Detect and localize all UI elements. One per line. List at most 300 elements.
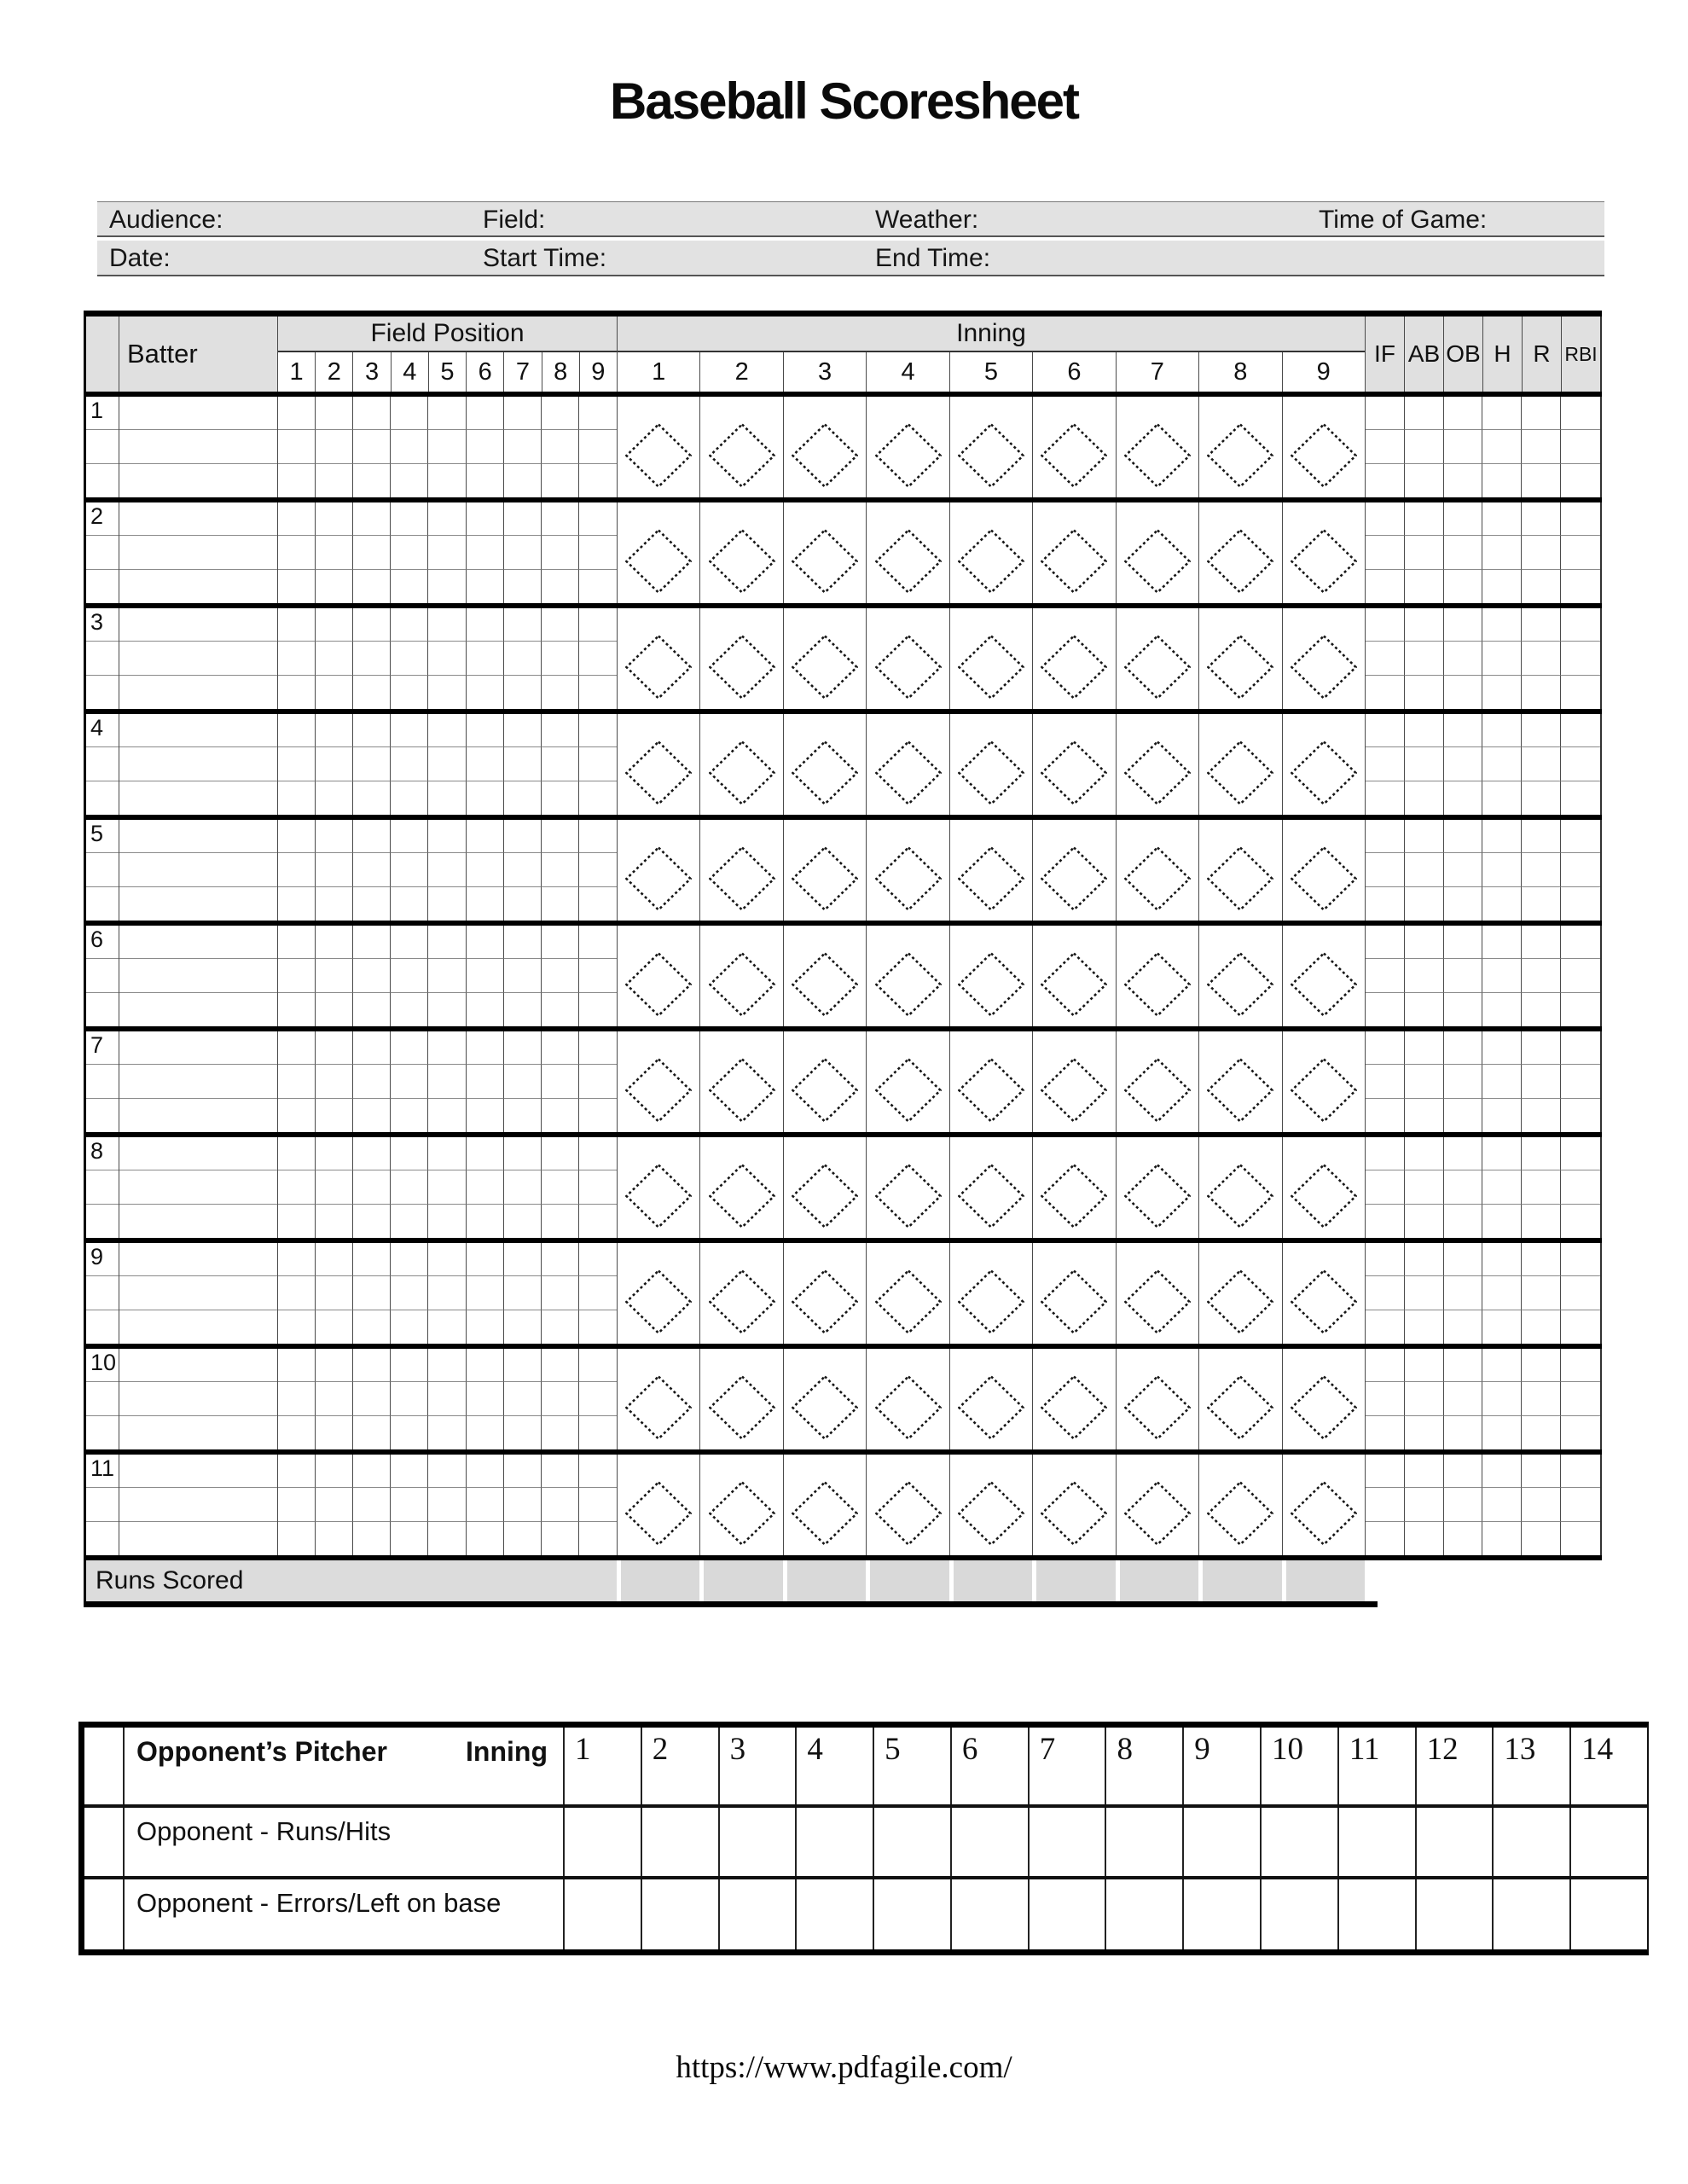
batter-number: 10 <box>90 1350 117 1375</box>
stat-cell <box>1522 1488 1561 1521</box>
runs-scored-cell <box>1282 1560 1365 1601</box>
diamond-icon <box>1291 1058 1357 1123</box>
field-position-cell <box>467 993 504 1026</box>
field-position-cell <box>391 747 428 781</box>
field-position-cell <box>316 1455 353 1488</box>
scoresheet-header <box>84 317 1602 392</box>
stat-cell <box>1522 1276 1561 1310</box>
field-position-cell <box>316 1382 353 1415</box>
stat-cell <box>1561 1031 1600 1065</box>
field-position-cell <box>467 430 504 463</box>
field-position-cell <box>542 464 579 497</box>
field-position-cell <box>278 1137 316 1170</box>
inning-cell <box>1117 1137 1199 1238</box>
field-position-cell <box>316 1488 353 1521</box>
stat-cell <box>1444 853 1483 886</box>
opponent-inning-number: 8 <box>1106 1728 1184 1804</box>
info-label-field: Field: <box>483 206 546 234</box>
field-position-cell <box>428 993 466 1026</box>
inning-cell <box>1199 1455 1282 1555</box>
field-position-cell <box>278 887 316 921</box>
stat-cell <box>1366 1349 1405 1382</box>
field-position-cell <box>467 853 504 886</box>
stat-cell <box>1444 642 1483 675</box>
field-position-cell <box>542 1349 579 1382</box>
field-position-cell <box>467 464 504 497</box>
inning-cell <box>784 820 867 921</box>
diamond-icon <box>1207 529 1273 594</box>
stat-cell <box>1405 1310 1444 1344</box>
stat-cell <box>1405 887 1444 921</box>
stat-cell <box>1522 1382 1561 1415</box>
stat-cell <box>1561 820 1600 853</box>
diamond-icon <box>875 529 942 594</box>
stat-cell <box>1482 1276 1522 1310</box>
field-position-cell <box>428 1416 466 1449</box>
stat-cell <box>1366 642 1405 675</box>
field-position-cell <box>316 887 353 921</box>
runs-scored-label: Runs Scored <box>84 1560 617 1601</box>
opponent-score-cell <box>720 1808 798 1876</box>
stat-cell <box>1482 1065 1522 1098</box>
stat-cell <box>1405 536 1444 569</box>
stat-cell <box>1561 464 1600 497</box>
field-position-cell <box>467 1205 504 1238</box>
diamond-icon <box>958 1269 1024 1334</box>
field-position-cell <box>278 926 316 959</box>
inning-cells <box>617 926 1365 1026</box>
field-position-cell <box>316 1310 353 1344</box>
field-position-cell <box>579 853 617 886</box>
footer-url[interactable]: https://www.pdfagile.com/ <box>676 2050 1012 2085</box>
stat-cell <box>1405 1137 1444 1170</box>
stat-cell <box>1405 1205 1444 1238</box>
field-position-cell <box>467 1488 504 1521</box>
stat-cell <box>1522 887 1561 921</box>
field-position-cell <box>353 1488 391 1521</box>
field-position-cell <box>504 536 542 569</box>
field-position-cell <box>428 926 466 959</box>
stat-cell <box>1444 464 1483 497</box>
field-position-cell <box>542 1065 579 1098</box>
field-position-cell <box>504 397 542 430</box>
field-position-cell <box>316 642 353 675</box>
inning-cell <box>867 1455 949 1555</box>
stat-cell <box>1561 1455 1600 1488</box>
opponent-score-cell <box>1184 1879 1262 1949</box>
diamond-icon <box>1124 529 1191 594</box>
field-position-number: 9 <box>591 357 606 386</box>
inning-cell <box>1199 1243 1282 1344</box>
field-position-cell <box>542 1382 579 1415</box>
inning-cell <box>784 397 867 497</box>
info-label-time-of-game: Time of Game: <box>1319 206 1488 234</box>
diamond-icon <box>875 1481 942 1546</box>
field-position-cell <box>391 676 428 709</box>
stat-header-ob: OB <box>1444 317 1483 392</box>
inning-cell <box>1117 608 1199 709</box>
opponent-score-cell <box>874 1808 952 1876</box>
stat-cell <box>1444 1455 1483 1488</box>
stat-cell <box>1444 1205 1483 1238</box>
inning-cell <box>1283 397 1365 497</box>
field-position-cell <box>391 1137 428 1170</box>
stat-header-h: H <box>1483 317 1523 392</box>
field-position-grid <box>278 820 617 921</box>
stat-grid <box>1365 608 1602 709</box>
diamond-icon <box>1041 1481 1107 1546</box>
field-position-cell <box>353 1205 391 1238</box>
field-position-cell <box>316 676 353 709</box>
field-position-cell <box>278 1065 316 1098</box>
opponent-runs-hits-cells <box>565 1808 1647 1876</box>
field-position-cell <box>542 1522 579 1555</box>
diamond-icon <box>1041 952 1107 1017</box>
field-position-cell <box>278 1243 316 1276</box>
diamond-icon <box>958 1058 1024 1123</box>
stat-cell <box>1405 993 1444 1026</box>
stat-cell <box>1482 887 1522 921</box>
stat-cell <box>1561 887 1600 921</box>
inning-cell <box>618 820 700 921</box>
diamond-icon <box>1124 1164 1191 1228</box>
inning-number: 2 <box>700 352 783 392</box>
field-position-cell <box>353 1349 391 1382</box>
diamond-icon <box>1041 1269 1107 1334</box>
stat-cell <box>1482 430 1522 463</box>
field-position-cell <box>428 1310 466 1344</box>
inning-cell <box>1033 1031 1116 1132</box>
diamond-icon <box>625 423 692 488</box>
inning-cell <box>784 608 867 709</box>
stat-cell <box>1405 608 1444 642</box>
diamond-icon <box>1124 423 1191 488</box>
field-position-cell <box>428 820 466 853</box>
field-position-cell <box>316 714 353 747</box>
field-position-cell <box>278 959 316 992</box>
opponent-narrow-cell <box>84 1728 125 1804</box>
field-position-cell <box>467 781 504 815</box>
field-position-grid <box>278 397 617 497</box>
field-position-cell <box>353 1099 391 1132</box>
stat-cell <box>1366 887 1405 921</box>
field-position-cell <box>504 464 542 497</box>
diamond-icon <box>1207 1164 1273 1228</box>
field-position-cell <box>278 502 316 536</box>
field-position-cell <box>579 642 617 675</box>
field-position-cell <box>353 1455 391 1488</box>
stat-cell <box>1366 1455 1405 1488</box>
diamond-icon <box>792 846 858 911</box>
inning-cell <box>618 502 700 603</box>
stat-cell <box>1482 397 1522 430</box>
diamond-icon <box>958 529 1024 594</box>
field-position-cell <box>391 1243 428 1276</box>
inning-cell <box>950 1455 1033 1555</box>
stat-cell <box>1444 714 1483 747</box>
batter-number: 9 <box>90 1244 104 1269</box>
inning-number: 4 <box>867 352 949 392</box>
field-position-cell <box>579 1243 617 1276</box>
field-position-cell <box>542 608 579 642</box>
field-position-cell <box>316 853 353 886</box>
table-bottom-border <box>84 1601 1378 1607</box>
field-position-cell <box>391 430 428 463</box>
stat-cell <box>1561 959 1600 992</box>
opponent-inning-number: 7 <box>1030 1728 1107 1804</box>
inning-cell <box>1117 397 1199 497</box>
diamond-icon <box>792 1481 858 1546</box>
field-position-cell <box>467 747 504 781</box>
inning-cell <box>618 1349 700 1449</box>
field-position-cell <box>316 1170 353 1204</box>
inning-cell <box>784 714 867 815</box>
stat-cell <box>1522 1522 1561 1555</box>
stat-cell <box>1522 1310 1561 1344</box>
field-position-cell <box>278 1522 316 1555</box>
diamond-icon <box>958 952 1024 1017</box>
opponent-score-cell <box>952 1808 1030 1876</box>
diamond-icon <box>792 529 858 594</box>
stat-cell <box>1366 430 1405 463</box>
stat-cell <box>1522 1170 1561 1204</box>
opponent-score-cell <box>1571 1808 1647 1876</box>
field-position-cell <box>391 464 428 497</box>
field-position-cell <box>278 993 316 1026</box>
field-position-cell <box>316 502 353 536</box>
inning-cell <box>618 397 700 497</box>
stat-cell <box>1522 926 1561 959</box>
inning-cell <box>700 502 783 603</box>
inning-cell <box>700 714 783 815</box>
stat-cell <box>1522 676 1561 709</box>
diamond-icon <box>709 952 775 1017</box>
field-position-cell <box>579 536 617 569</box>
diamond-icon <box>1291 1164 1357 1228</box>
inning-cell <box>784 1031 867 1132</box>
stat-cell <box>1444 676 1483 709</box>
diamond-icon <box>1291 1375 1357 1440</box>
stat-cell <box>1482 1205 1522 1238</box>
stat-cell <box>1405 747 1444 781</box>
inning-cell <box>867 1031 949 1132</box>
field-position-cell <box>353 887 391 921</box>
field-position-cell <box>467 1382 504 1415</box>
field-position-cell <box>579 1416 617 1449</box>
diamond-icon <box>875 635 942 700</box>
stat-cell <box>1444 1031 1483 1065</box>
field-position-cell <box>504 1031 542 1065</box>
inning-cell <box>950 1243 1033 1344</box>
field-position-cell <box>391 1065 428 1098</box>
field-position-cell <box>391 959 428 992</box>
field-position-cell <box>391 502 428 536</box>
opponent-score-cell <box>1030 1879 1107 1949</box>
stat-cell <box>1366 714 1405 747</box>
field-position-cell <box>391 1488 428 1521</box>
opponent-inning-header: Inning <box>466 1736 548 1767</box>
opponent-score-cell <box>797 1879 874 1949</box>
field-position-cell <box>391 887 428 921</box>
field-position-cell <box>467 1170 504 1204</box>
stat-cell <box>1561 430 1600 463</box>
field-position-cell <box>504 887 542 921</box>
stat-cell <box>1482 1137 1522 1170</box>
field-position-cell <box>504 993 542 1026</box>
field-position-cell <box>467 959 504 992</box>
stat-cell <box>1444 1310 1483 1344</box>
stat-cell <box>1444 502 1483 536</box>
diamond-icon <box>1041 529 1107 594</box>
opponent-inning-number: 3 <box>720 1728 798 1804</box>
batter-number-cell <box>84 1349 119 1449</box>
field-position-cell <box>428 1243 466 1276</box>
diamond-icon <box>1041 846 1107 911</box>
field-position-cell <box>316 1065 353 1098</box>
field-position-cell <box>316 536 353 569</box>
field-position-cell <box>542 853 579 886</box>
info-label-weather: Weather: <box>875 206 979 234</box>
runs-scored-cell <box>949 1560 1032 1601</box>
field-position-cell <box>353 397 391 430</box>
diamond-icon <box>1291 635 1357 700</box>
stat-cell <box>1366 1382 1405 1415</box>
field-position-cell <box>467 1522 504 1555</box>
stat-cell <box>1561 397 1600 430</box>
field-position-cell <box>467 926 504 959</box>
stat-cell <box>1482 1382 1522 1415</box>
inning-cell <box>618 608 700 709</box>
field-position-cell <box>542 536 579 569</box>
field-position-cell <box>428 1031 466 1065</box>
diamond-icon <box>1124 1058 1191 1123</box>
stat-cell <box>1561 853 1600 886</box>
field-position-cell <box>467 1243 504 1276</box>
diamond-icon <box>1041 1375 1107 1440</box>
stat-cell <box>1482 820 1522 853</box>
opponent-runs-hits-label: Opponent - Runs/Hits <box>125 1808 565 1876</box>
field-position-cell <box>278 397 316 430</box>
field-position-cell <box>391 1416 428 1449</box>
field-position-cell <box>391 781 428 815</box>
stat-cell <box>1405 1031 1444 1065</box>
stat-cell <box>1366 1065 1405 1098</box>
inning-cells <box>617 1455 1365 1555</box>
field-position-cell <box>542 1276 579 1310</box>
inning-cell <box>618 714 700 815</box>
inning-cell <box>867 1137 949 1238</box>
field-position-grid <box>278 1349 617 1449</box>
batter-row <box>84 502 1602 603</box>
field-position-cell <box>504 1349 542 1382</box>
field-position-number: 3 <box>353 352 391 392</box>
inning-cell <box>1033 1455 1116 1555</box>
runs-scored-cell <box>699 1560 782 1601</box>
batter-name-cell <box>119 1243 278 1344</box>
inning-number: 7 <box>1117 352 1199 392</box>
batter-number-cell <box>84 1455 119 1555</box>
field-position-cell <box>316 747 353 781</box>
field-position-cell <box>542 887 579 921</box>
stat-cell <box>1366 1243 1405 1276</box>
batter-number: 11 <box>90 1455 115 1481</box>
runs-scored-cell <box>1198 1560 1281 1601</box>
field-position-cell <box>542 926 579 959</box>
runs-scored-cell <box>1116 1560 1198 1601</box>
diamond-icon <box>1124 635 1191 700</box>
field-position-cell <box>353 608 391 642</box>
batter-name-cell <box>119 1455 278 1555</box>
diamond-icon <box>1207 635 1273 700</box>
stat-cell <box>1366 570 1405 603</box>
field-position-cell <box>579 1382 617 1415</box>
opponent-score-cell <box>1571 1879 1647 1949</box>
field-position-cell <box>579 1522 617 1555</box>
field-position-cell <box>542 1488 579 1521</box>
inning-cell <box>1117 1455 1199 1555</box>
stat-grid <box>1365 502 1602 603</box>
field-position-cell <box>428 887 466 921</box>
inning-cell <box>950 1349 1033 1449</box>
field-position-cell <box>278 853 316 886</box>
field-position-cell <box>428 747 466 781</box>
field-position-cell <box>467 1310 504 1344</box>
page-title: Baseball Scoresheet <box>610 73 1078 130</box>
field-position-cell <box>391 1276 428 1310</box>
field-position-number: 6 <box>467 352 504 392</box>
batter-number-cell <box>84 1031 119 1132</box>
stat-cell <box>1482 1488 1522 1521</box>
stat-cell <box>1561 1099 1600 1132</box>
stat-header-rbi: RBI <box>1564 342 1598 365</box>
field-position-cell <box>504 570 542 603</box>
inning-cell <box>1117 820 1199 921</box>
field-position-cell <box>504 959 542 992</box>
diamond-icon <box>709 741 775 805</box>
stat-cell <box>1522 1099 1561 1132</box>
stat-cell <box>1405 853 1444 886</box>
field-position-cell <box>467 536 504 569</box>
opponent-table <box>78 1722 1649 1955</box>
field-position-cell <box>391 642 428 675</box>
batter-row <box>84 1031 1602 1132</box>
batter-row <box>84 1349 1602 1449</box>
field-position-cell <box>467 1065 504 1098</box>
diamond-icon <box>1207 1481 1273 1546</box>
opponent-score-cell <box>565 1879 642 1949</box>
field-position-cell <box>504 642 542 675</box>
batter-number: 5 <box>90 821 104 846</box>
stat-cell <box>1444 1522 1483 1555</box>
inning-cell <box>1199 502 1282 603</box>
field-position-cell <box>316 993 353 1026</box>
stat-cell <box>1561 1065 1600 1098</box>
field-position-cell <box>579 1349 617 1382</box>
field-position-cell <box>278 1031 316 1065</box>
stat-cell <box>1366 747 1405 781</box>
inning-cells <box>617 714 1365 815</box>
field-position-cell <box>428 1065 466 1098</box>
field-position-cell <box>353 570 391 603</box>
field-position-cell <box>428 1382 466 1415</box>
stat-cell <box>1522 502 1561 536</box>
field-position-cell <box>391 570 428 603</box>
stat-cell <box>1522 397 1561 430</box>
field-position-cell <box>504 502 542 536</box>
field-position-cell <box>428 1455 466 1488</box>
diamond-icon <box>709 1164 775 1228</box>
stat-cell <box>1444 1349 1483 1382</box>
